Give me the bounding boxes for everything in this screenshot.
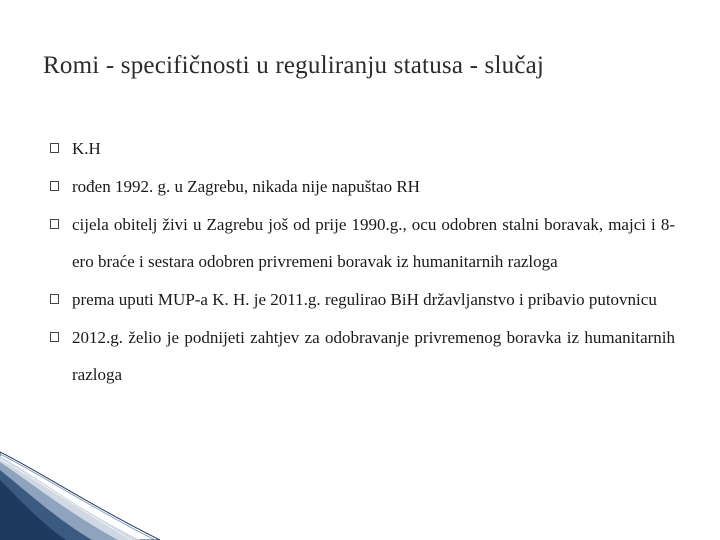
bullet-list	[50, 130, 675, 393]
hollow-square-bullet-icon	[50, 332, 59, 342]
hollow-square-bullet-icon	[50, 294, 59, 304]
bullet-text: rođen 1992. g. u Zagrebu, nikada nije napuštao RH	[72, 177, 420, 196]
corner-swoosh-decoration	[0, 450, 160, 540]
bullet-text: prema uputi MUP-a K. H. je 2011.g. regulirao BiH državljanstvo i pribavio putovnicu	[72, 290, 657, 309]
bullet-text: cijela obitelj živi u Zagrebu još od prije 1990.g., ocu odobren stalni boravak, majci i 8-ero braće i sestara odobren privremeni boravak iz humanitarnih razloga	[72, 215, 675, 271]
slide-title: Romi - specifičnosti u reguliranju statusa - slučaj	[43, 52, 545, 79]
bullet-item	[50, 168, 675, 205]
bullet-text: 2012.g. želio je podnijeti zahtjev za odobravanje privremenog boravka iz humanitarnih razloga	[72, 328, 675, 384]
hollow-square-bullet-icon	[50, 143, 59, 153]
hollow-square-bullet-icon	[50, 181, 59, 191]
bullet-item	[50, 281, 675, 318]
hollow-square-bullet-icon	[50, 219, 59, 229]
bullet-item	[50, 319, 675, 393]
bullet-text: K.H	[72, 139, 101, 158]
bullet-item	[50, 206, 675, 280]
bullet-item	[50, 130, 675, 167]
